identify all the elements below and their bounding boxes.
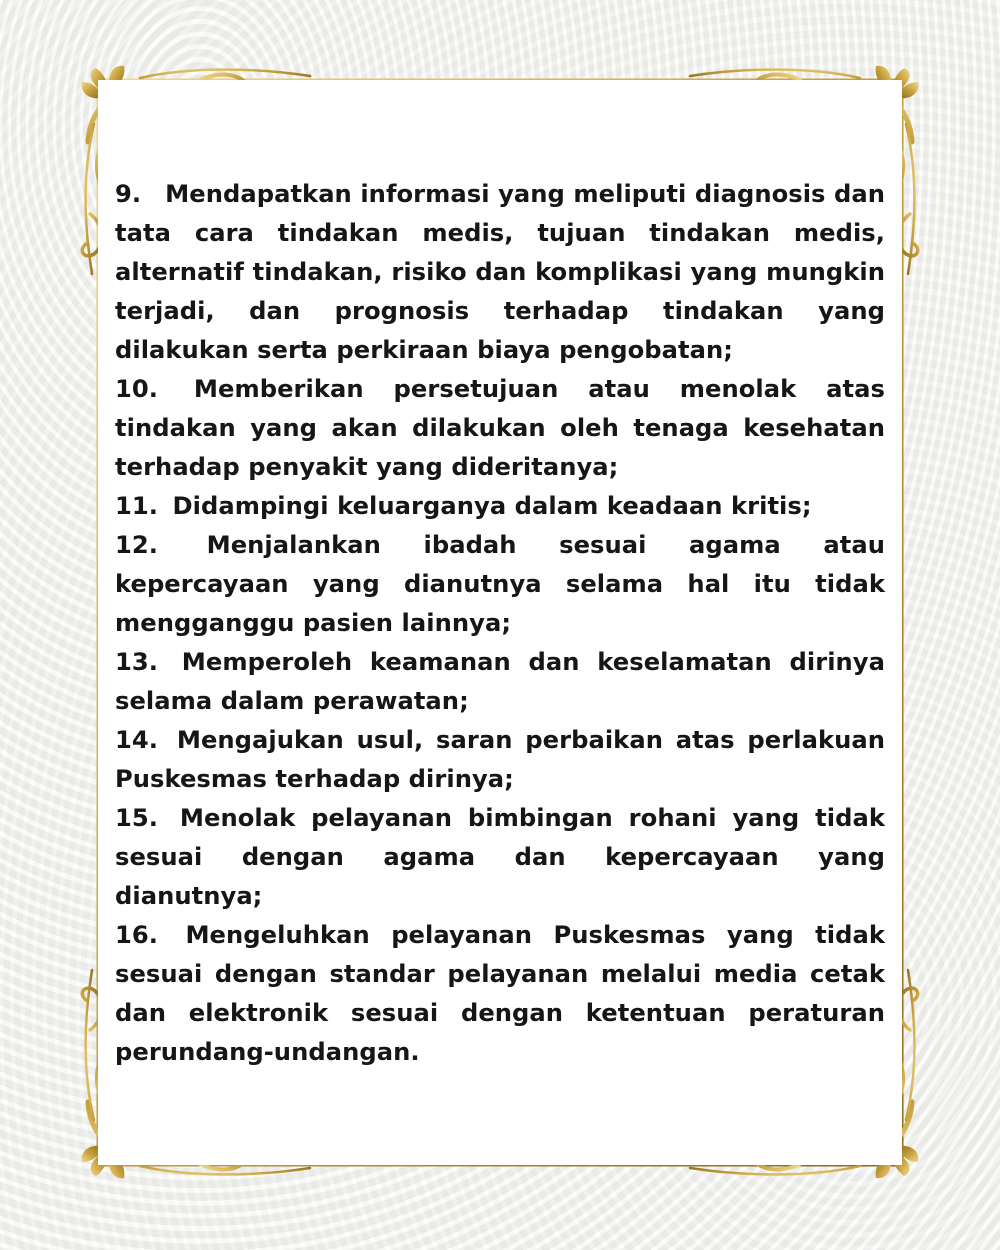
item-number: 15. — [115, 804, 158, 832]
item-text: Memberikan persetujuan atau menolak atas tindakan yang akan dilakukan oleh tenaga kesehatan terhadap penyakit yang dideritanya; — [115, 375, 885, 481]
item-text: Mengajukan usul, saran perbaikan atas perlakuan Puskesmas terhadap dirinya; — [115, 726, 885, 793]
item-number: 9. — [115, 180, 142, 208]
list-item — [115, 370, 885, 487]
list-item — [115, 799, 885, 916]
list-item — [115, 526, 885, 643]
rights-list — [115, 175, 885, 1072]
list-item — [115, 721, 885, 799]
item-number: 10. — [115, 375, 158, 403]
item-number: 13. — [115, 648, 158, 676]
item-text: Mengeluhkan pelayanan Puskesmas yang tidak sesuai dengan standar pelayanan melalui media cetak dan elektronik sesuai dengan ketentuan peraturan perundang-undangan. — [115, 921, 885, 1066]
list-item — [115, 175, 885, 370]
list-item — [115, 916, 885, 1072]
item-number: 14. — [115, 726, 158, 754]
list-item — [115, 487, 885, 526]
item-number: 16. — [115, 921, 158, 949]
item-text: Menolak pelayanan bimbingan rohani yang tidak sesuai dengan agama dan kepercayaan yang dianutnya; — [115, 804, 885, 910]
item-text: Memperoleh keamanan dan keselamatan dirinya selama dalam perawatan; — [115, 648, 885, 715]
item-number: 11. — [115, 492, 158, 520]
list-item — [115, 643, 885, 721]
item-text: Didampingi keluarganya dalam keadaan kritis; — [172, 492, 812, 520]
item-text: Menjalankan ibadah sesuai agama atau kepercayaan yang dianutnya selama hal itu tidak mengganggu pasien lainnya; — [115, 531, 885, 637]
item-number: 12. — [115, 531, 158, 559]
item-text: Mendapatkan informasi yang meliputi diagnosis dan tata cara tindakan medis, tujuan tindakan medis, alternatif tindakan, risiko dan komplikasi yang mungkin terjadi, dan prognosis terhadap tindakan yang dilakukan serta perkiraan biaya pengobatan; — [115, 180, 885, 364]
